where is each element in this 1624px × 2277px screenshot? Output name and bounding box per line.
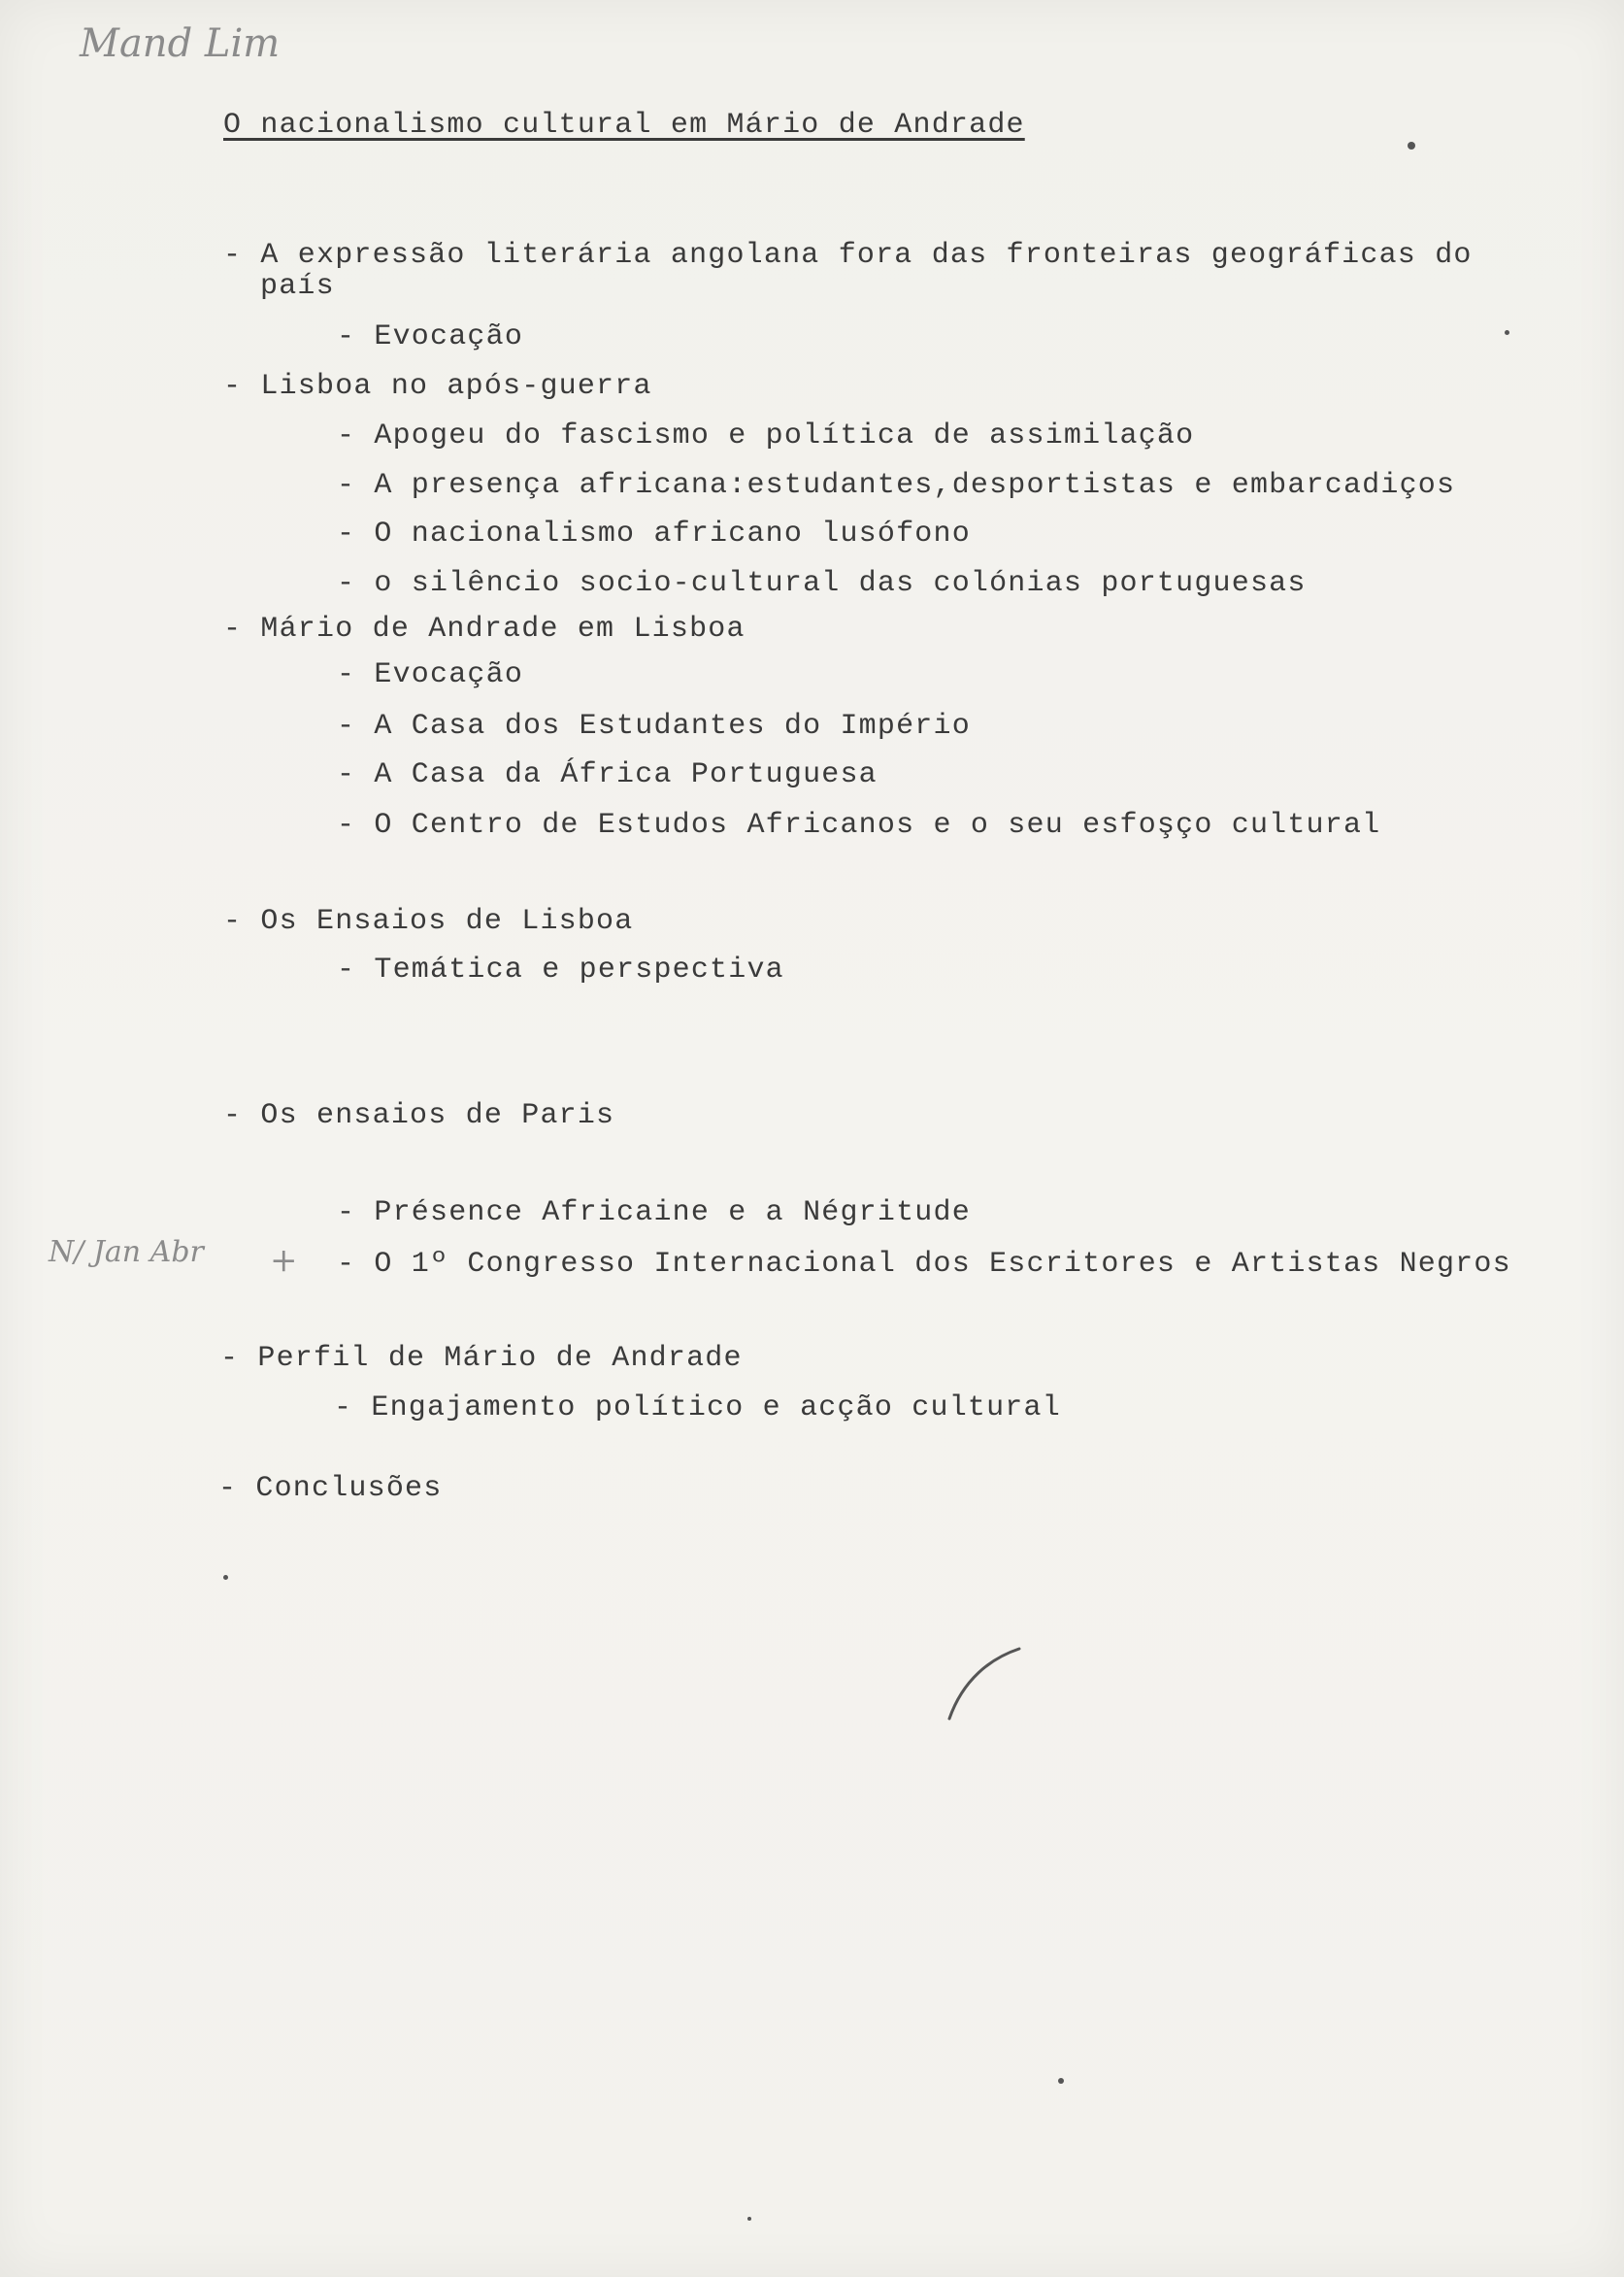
paper-speck — [1408, 142, 1415, 150]
outline-item-continuation: país — [260, 270, 335, 303]
outline-item: - Mário de Andrade em Lisboa — [223, 613, 746, 646]
paper-speck — [747, 2217, 751, 2221]
outline-item: - Apogeu do fascismo e política de assimilação — [337, 419, 1195, 452]
document-title: O nacionalismo cultural em Mário de Andrade — [223, 109, 1025, 142]
paper-speck — [1058, 2078, 1064, 2084]
outline-item: - Engajamento político e acção cultural — [334, 1391, 1061, 1424]
outline-item: - Conclusões — [218, 1472, 443, 1505]
outline-item: - A Casa dos Estudantes do Império — [337, 710, 971, 743]
outline-item: - A presença africana:estudantes,desportistas e embarcadiços — [337, 469, 1456, 502]
outline-item: - Temática e perspectiva — [337, 954, 784, 987]
pencil-stroke-mark — [942, 1641, 1029, 1728]
outline-item: - Perfil de Mário de Andrade — [220, 1342, 743, 1375]
paper-speck — [223, 1575, 228, 1580]
outline-item: - Lisboa no após-guerra — [223, 370, 652, 403]
handwritten-margin-note: N/ Jan Abr — [49, 1235, 204, 1269]
outline-item: - A expressão literária angolana fora das fronteiras geográficas do — [223, 239, 1473, 272]
outline-item: - O 1º Congresso Internacional dos Escritores e Artistas Negros — [337, 1248, 1511, 1281]
outline-item: - Présence Africaine e a Négritude — [337, 1196, 971, 1229]
outline-item: - Os ensaios de Paris — [223, 1099, 615, 1132]
handwritten-margin-marker: + — [270, 1241, 298, 1280]
outline-item: - O nacionalismo africano lusófono — [337, 518, 971, 551]
paper-speck — [1505, 330, 1509, 335]
outline-item: - Os Ensaios de Lisboa — [223, 905, 634, 938]
outline-item: - O Centro de Estudos Africanos e o seu esfoşço cultural — [337, 809, 1381, 842]
outline-item: - A Casa da África Portuguesa — [337, 758, 878, 791]
outline-item: - o silêncio socio-cultural das colónias portuguesas — [337, 567, 1307, 600]
outline-item: - Evocação — [337, 320, 524, 353]
handwritten-note-top: Mand Lim — [80, 21, 281, 66]
outline-item: - Evocação — [337, 658, 524, 691]
